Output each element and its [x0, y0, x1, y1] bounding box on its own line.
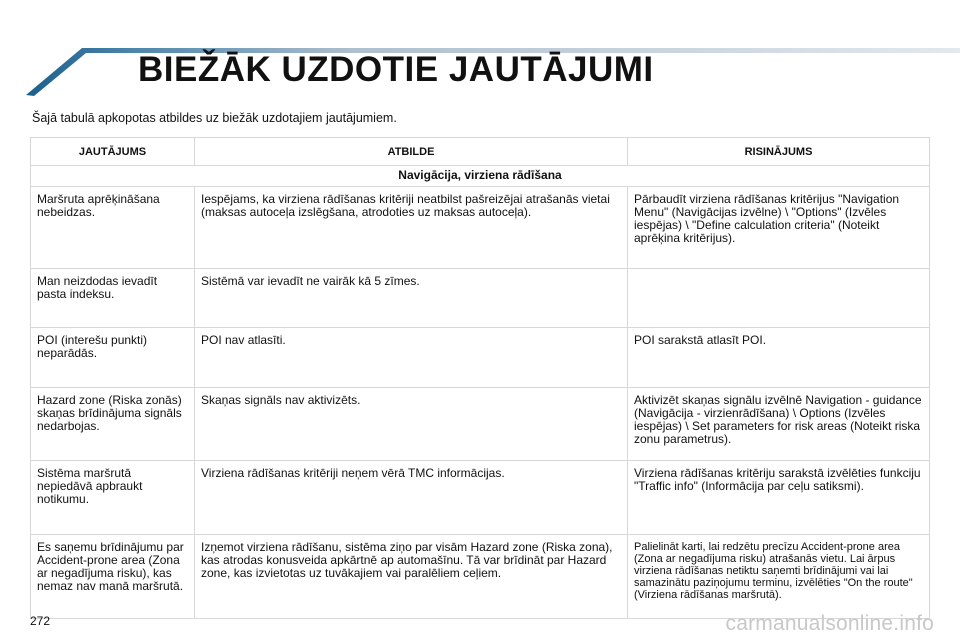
- table-row: [31, 328, 930, 388]
- table-row: [31, 388, 930, 461]
- section-row: [31, 166, 930, 187]
- question-cell: Maršruta aprēķināšana nebeidzas.: [31, 187, 195, 269]
- question-cell: Man neizdodas ievadīt pasta indeksu.: [31, 269, 195, 328]
- table-row: [31, 187, 930, 269]
- intro-text: Šajā tabulā apkopotas atbildes uz biežāk uzdotajiem jautājumiem.: [32, 111, 397, 125]
- question-cell: Hazard zone (Riska zonās) skaņas brīdinājuma signāls nedarbojas.: [31, 388, 195, 461]
- column-header-answer: ATBILDE: [195, 138, 628, 166]
- solution-cell: Pārbaudīt virziena rādīšanas kritērijus "Navigation Menu" (Navigācijas izvēlne) \ "Options" (Izvēles iespējas) \ "Define calculation criteria" (Noteikt aprēķina kritērijus).: [628, 187, 930, 269]
- answer-cell: POI nav atlasīti.: [195, 328, 628, 388]
- page-number: 272: [30, 614, 51, 628]
- page-title: BIEŽĀK UZDOTIE JAUTĀJUMI: [138, 50, 654, 89]
- question-cell: Sistēma maršrutā nepiedāvā apbraukt notikumu.: [31, 461, 195, 535]
- faq-table: [30, 137, 930, 619]
- question-cell: POI (interešu punkti) neparādās.: [31, 328, 195, 388]
- answer-cell: Virziena rādīšanas kritēriji neņem vērā TMC informācijas.: [195, 461, 628, 535]
- solution-cell: [628, 269, 930, 328]
- table-row: [31, 269, 930, 328]
- column-header-solution: RISINĀJUMS: [628, 138, 930, 166]
- table-row: [31, 461, 930, 535]
- solution-cell: Palielināt karti, lai redzētu precīzu Accident-prone area (Zona ar negadījuma risku) atrašanās vietu. Lai ārpus virziena rādīšanas netiktu saņemti brīdinājumi vai lai samazinātu paziņojumu terminu, izvēlēties "On the route" (Virziena rādīšanas maršrutā).: [628, 535, 930, 619]
- section-title: Navigācija, virziena rādīšana: [31, 166, 930, 187]
- table-row: [31, 535, 930, 619]
- question-cell: Es saņemu brīdinājumu par Accident-prone area (Zona ar negadījuma risku), kas nemaz nav manā maršrutā.: [31, 535, 195, 619]
- column-header-question: JAUTĀJUMS: [31, 138, 195, 166]
- answer-cell: Sistēmā var ievadīt ne vairāk kā 5 zīmes.: [195, 269, 628, 328]
- answer-cell: Skaņas signāls nav aktivizēts.: [195, 388, 628, 461]
- solution-cell: Aktivizēt skaņas signālu izvēlnē Navigation - guidance (Navigācija - virzienrādīšana) \ Options (Izvēles iespējas) \ Set parameters for risk areas (Noteikt riska zonu parametrus).: [628, 388, 930, 461]
- solution-cell: POI sarakstā atlasīt POI.: [628, 328, 930, 388]
- solution-cell: Virziena rādīšanas kritēriju sarakstā izvēlēties funkciju "Traffic info" (Informācija par ceļu satiksmi).: [628, 461, 930, 535]
- watermark: carmanualsonline.info: [725, 612, 934, 635]
- table-header-row: [31, 138, 930, 166]
- answer-cell: Iespējams, ka virziena rādīšanas kritēriji neatbilst pašreizējai atrašanās vietai (maksas autoceļa izslēgšana, atrodoties uz maksas autoceļa).: [195, 187, 628, 269]
- answer-cell: Izņemot virziena rādīšanu, sistēma ziņo par visām Hazard zone (Riska zona), kas atrodas konusveida apkārtnē ap automašīnu. Tā var brīdināt par Hazard zone, kas izvietotas uz tuvākajiem vai paralēliem ceļiem.: [195, 535, 628, 619]
